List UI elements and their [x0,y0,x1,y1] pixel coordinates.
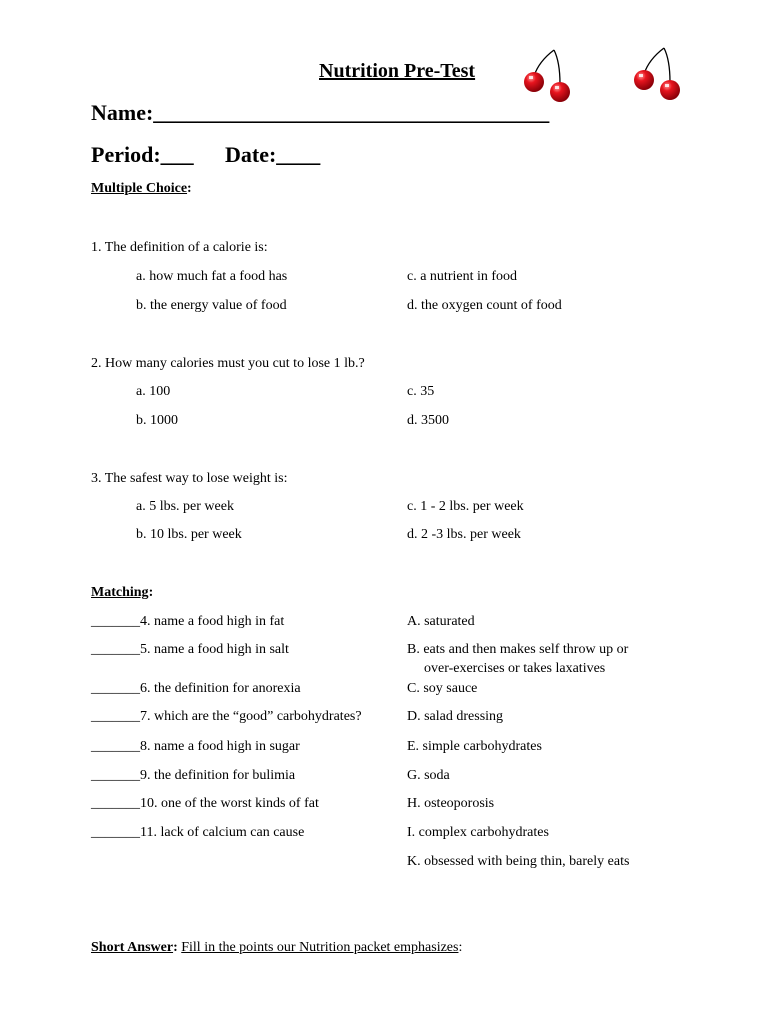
answer-b-continued: over-exercises or takes laxatives [424,661,606,676]
matching-item-7[interactable] [91,709,362,725]
answer-h: H. osteoporosis [407,796,495,811]
answer-blank[interactable]: _______ [91,614,140,629]
option-1a: a. how much fat a food has [136,269,288,284]
matching-item-text: 11. lack of calcium can cause [140,825,305,840]
matching-item-8[interactable] [91,739,300,755]
answer-blank[interactable]: _______ [91,825,140,840]
instruction-colon: : [458,940,463,955]
answer-blank[interactable]: _______ [91,739,140,754]
matching-item-10[interactable] [91,796,319,812]
option-1b: b. the energy value of food [136,298,287,313]
matching-item-5[interactable] [91,642,289,658]
answer-blank[interactable]: _______ [91,642,140,657]
option-1c: c. a nutrient in food [407,269,518,284]
question-1: 1. The definition of a calorie is: [91,240,268,255]
option-1d: d. the oxygen count of food [407,298,562,313]
matching-item-text: 9. the definition for bulimia [140,768,296,783]
date-field[interactable]: Date:____ [225,142,321,167]
answer-k: K. obsessed with being thin, barely eats [407,854,630,869]
option-2c: c. 35 [407,384,435,399]
question-3: 3. The safest way to lose weight is: [91,471,288,486]
section-heading-text: Matching [91,585,149,600]
option-2b: b. 1000 [136,413,178,428]
answer-g: G. soda [407,768,450,783]
short-answer-heading [91,940,462,956]
cherry-icon [630,46,686,106]
answer-a: A. saturated [407,614,475,629]
matching-item-text: 7. which are the “good” carbohydrates? [140,709,362,724]
answer-c: C. soy sauce [407,681,478,696]
option-3a: a. 5 lbs. per week [136,499,234,514]
heading-colon: : [148,585,154,600]
matching-item-6[interactable] [91,681,301,697]
period-field[interactable]: Period:___ [91,142,194,167]
heading-colon: : [187,181,192,196]
matching-item-text: 5. name a food high in salt [140,642,289,657]
matching-item-11[interactable] [91,825,304,841]
cherry-icon [520,48,576,108]
answer-b: B. eats and then makes self throw up or [407,642,629,657]
matching-item-text: 4. name a food high in fat [140,614,285,629]
option-3d: d. 2 -3 lbs. per week [407,527,521,542]
matching-heading [91,585,153,601]
matching-item-4[interactable] [91,614,284,630]
matching-item-text: 10. one of the worst kinds of fat [140,796,319,811]
answer-blank[interactable]: _______ [91,709,140,724]
short-answer-instruction: Fill in the points our Nutrition packet emphasizes [181,940,459,955]
name-field[interactable]: Name:____________________________________ [91,100,550,125]
answer-e: E. simple carbohydrates [407,739,542,754]
matching-item-text: 8. name a food high in sugar [140,739,300,754]
answer-blank[interactable]: _______ [91,796,140,811]
multiple-choice-heading [91,181,192,197]
answer-d: D. salad dressing [407,709,504,724]
question-2: 2. How many calories must you cut to lose 1 lb.? [91,356,365,371]
matching-item-text: 6. the definition for anorexia [140,681,301,696]
answer-i: I. complex carbohydrates [407,825,549,840]
option-3b: b. 10 lbs. per week [136,527,242,542]
page-title: Nutrition Pre-Test [319,60,476,82]
heading-colon: : [173,940,178,955]
option-2d: d. 3500 [407,413,449,428]
section-heading-text: Short Answer [91,940,174,955]
option-2a: a. 100 [136,384,171,399]
section-heading-text: Multiple Choice [91,181,188,196]
answer-blank[interactable]: _______ [91,768,140,783]
option-3c: c. 1 - 2 lbs. per week [407,499,524,514]
answer-blank[interactable]: _______ [91,681,140,696]
matching-item-9[interactable] [91,768,295,784]
